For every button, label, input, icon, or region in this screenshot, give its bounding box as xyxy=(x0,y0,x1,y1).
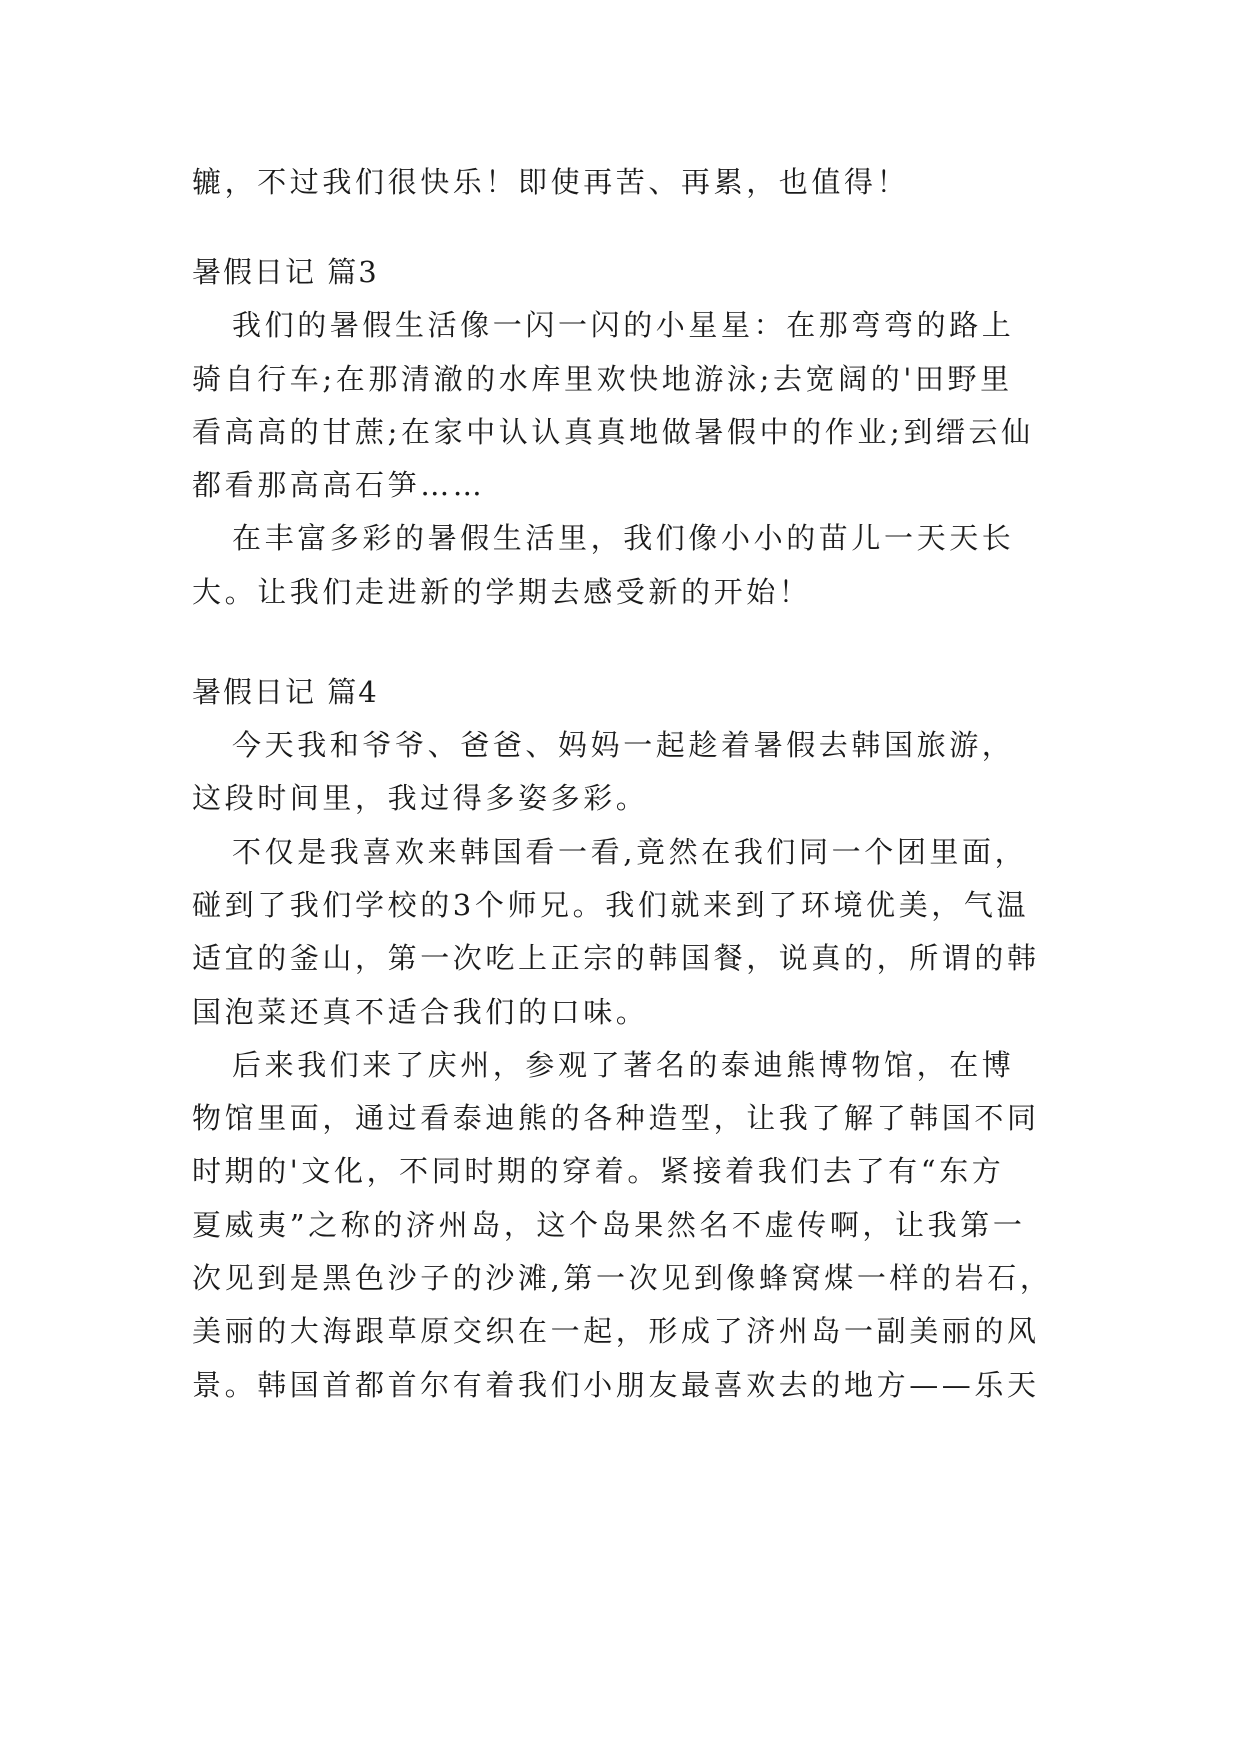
paragraph-line: 时期的'文化，不同时期的穿着。紧接着我们去了有“东方 xyxy=(192,1154,1005,1188)
paragraph-line: 次见到是黑色沙子的沙滩,第一次见到像蜂窝煤一样的岩石， xyxy=(192,1261,1053,1295)
paragraph-line: 这段时间里，我过得多姿多彩。 xyxy=(192,781,649,815)
continuation-line: 辘，不过我们很快乐！即使再苦、再累，也值得！ xyxy=(192,165,910,199)
paragraph-line: 大。让我们走进新的学期去感受新的开始！ xyxy=(192,575,812,609)
paragraph-line: 在丰富多彩的暑假生活里，我们像小小的苗儿一天天长 xyxy=(232,521,1015,555)
paragraph-line: 不仅是我喜欢来韩国看一看,竟然在我们同一个团里面， xyxy=(232,835,1028,869)
paragraph-line: 景。韩国首都首尔有着我们小朋友最喜欢去的地方——乐天 xyxy=(192,1368,1040,1402)
paragraph-line: 夏威夷”之称的济州岛，这个岛果然名不虚传啊，让我第一 xyxy=(192,1208,1026,1242)
paragraph-line: 我们的暑假生活像一闪一闪的小星星：在那弯弯的路上 xyxy=(232,308,1015,342)
paragraph-line: 物馆里面，通过看泰迪熊的各种造型，让我了解了韩国不同 xyxy=(192,1101,1040,1135)
paragraph-line: 国泡菜还真不适合我们的口味。 xyxy=(192,995,649,1029)
entry-title: 暑假日记 篇3 xyxy=(192,255,379,289)
paragraph-line: 看高高的甘蔗;在家中认认真真地做暑假中的作业;到缙云仙 xyxy=(192,415,1034,449)
paragraph-line: 骑自行车;在那清澈的水库里欢快地游泳;去宽阔的'田野里 xyxy=(192,362,1013,396)
paragraph-line: 后来我们来了庆州，参观了著名的泰迪熊博物馆，在博 xyxy=(232,1048,1015,1082)
paragraph-line: 都看那高高石笋…… xyxy=(192,468,486,502)
paragraph-line: 碰到了我们学校的3个师兄。我们就来到了环境优美，气温 xyxy=(192,888,1030,922)
entry-title: 暑假日记 篇4 xyxy=(192,675,379,709)
paragraph-line: 美丽的大海跟草原交织在一起，形成了济州岛一副美丽的风 xyxy=(192,1314,1040,1348)
paragraph-line: 适宜的釜山，第一次吃上正宗的韩国餐，说真的，所谓的韩 xyxy=(192,941,1040,975)
paragraph-line: 今天我和爷爷、爸爸、妈妈一起趁着暑假去韩国旅游， xyxy=(232,728,1015,762)
